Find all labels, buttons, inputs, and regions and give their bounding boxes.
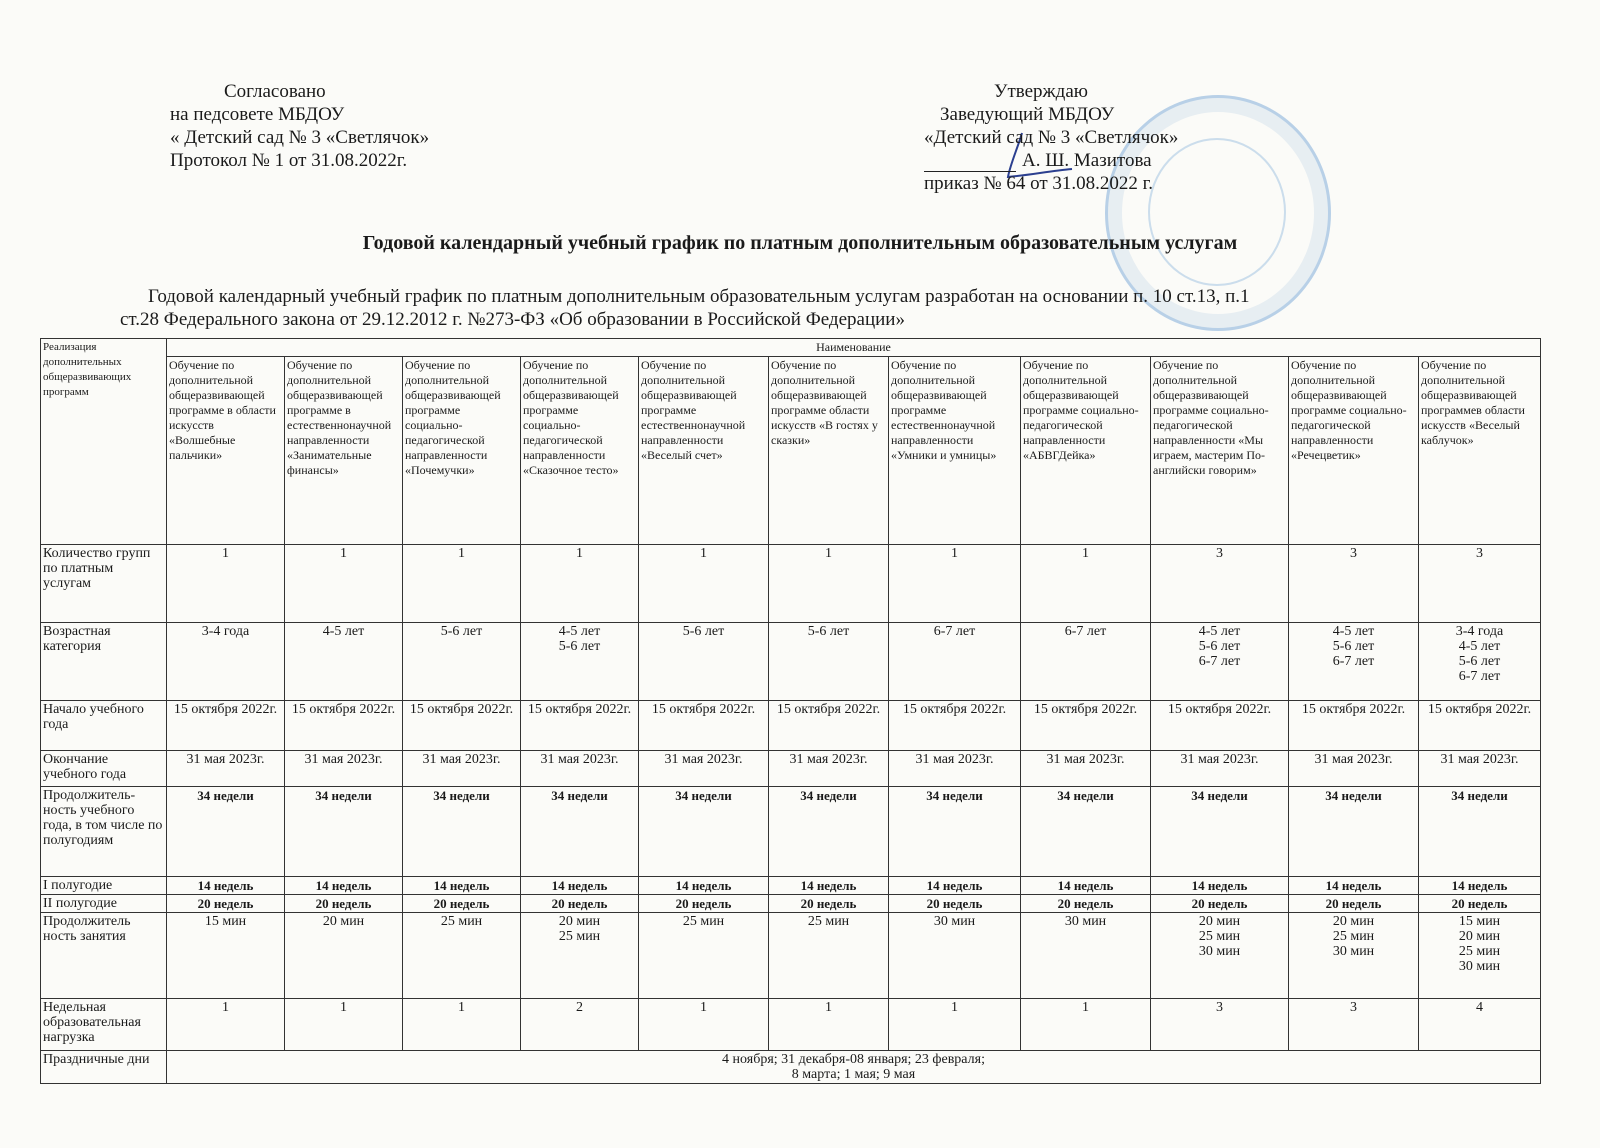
age-cell — [1151, 623, 1289, 701]
program-header: Обучение по дополнительной общеразвивающей программе естественнонаучной направленности «Веселый счет» — [639, 357, 769, 545]
weekly-cell: 1 — [889, 999, 1021, 1051]
half1-cell: 14 недель — [403, 877, 521, 895]
lesson-value: 15 мин — [1458, 914, 1501, 929]
lesson-value: 25 мин — [1198, 929, 1241, 944]
end-cell: 31 мая 2023г. — [889, 751, 1021, 787]
lesson-value: 30 мин — [1064, 914, 1107, 929]
lesson-value: 30 мин — [933, 914, 976, 929]
lesson-value: 25 мин — [1332, 929, 1375, 944]
program-header: Обучение по дополнительной общеразвивающей программе естественнонаучной направленности «Умники и умницы» — [889, 357, 1021, 545]
half2-cell: 20 недель — [167, 895, 285, 913]
approval-council: на педсовете МБДОУ — [170, 104, 345, 125]
lesson-cell — [167, 913, 285, 999]
age-cell — [285, 623, 403, 701]
document-title: Годовой календарный учебный график по платным дополнительным образовательным услугам — [362, 232, 1238, 254]
start-cell: 15 октября 2022г. — [1419, 701, 1541, 751]
half2-cell: 20 недель — [1151, 895, 1289, 913]
half2-cell: 20 недель — [521, 895, 639, 913]
duration-cell: 34 недели — [769, 787, 889, 877]
lesson-cell — [1021, 913, 1151, 999]
age-cell — [769, 623, 889, 701]
lesson-value: 25 мин — [558, 929, 601, 944]
lesson-cell — [285, 913, 403, 999]
lesson-value: 20 мин — [558, 914, 601, 929]
age-value: 4-5 лет — [1458, 639, 1501, 654]
age-value: 3-4 года — [201, 624, 250, 639]
age-value: 4-5 лет — [1198, 624, 1241, 639]
lesson-value: 25 мин — [682, 914, 725, 929]
half2-cell: 20 недель — [639, 895, 769, 913]
half1-cell: 14 недель — [1021, 877, 1151, 895]
start-cell: 15 октября 2022г. — [1021, 701, 1151, 751]
age-value: 5-6 лет — [807, 624, 850, 639]
lesson-value: 15 мин — [204, 914, 247, 929]
lesson-cell — [1289, 913, 1419, 999]
age-value: 3-4 года — [1455, 624, 1504, 639]
row-label-groups: Количество групп по платным услугам — [41, 545, 167, 623]
age-value: 6-7 лет — [1458, 669, 1501, 684]
program-header: Обучение по дополнительной общеразвивающей программе в области искусств «Волшебные пальчики» — [167, 357, 285, 545]
end-cell: 31 мая 2023г. — [769, 751, 889, 787]
duration-cell: 34 недели — [521, 787, 639, 877]
age-value: 5-6 лет — [558, 639, 601, 654]
groups-cell: 3 — [1151, 545, 1289, 623]
groups-cell: 1 — [403, 545, 521, 623]
groups-cell: 1 — [639, 545, 769, 623]
age-value: 6-7 лет — [1198, 654, 1241, 669]
duration-cell: 34 недели — [1289, 787, 1419, 877]
half1-cell: 14 недель — [1419, 877, 1541, 895]
corner-cell: Реализация дополнительных общеразвивающих программ — [41, 339, 167, 545]
end-cell: 31 мая 2023г. — [639, 751, 769, 787]
approval-protocol: Протокол № 1 от 31.08.2022г. — [170, 150, 408, 171]
half2-cell: 20 недель — [1289, 895, 1419, 913]
start-cell: 15 октября 2022г. — [521, 701, 639, 751]
end-cell: 31 мая 2023г. — [1419, 751, 1541, 787]
lesson-cell — [1151, 913, 1289, 999]
program-header: Обучение по дополнительной общеразвивающей программе области искусств «В гостях у сказки» — [769, 357, 889, 545]
start-cell: 15 октября 2022г. — [403, 701, 521, 751]
duration-cell: 34 недели — [1021, 787, 1151, 877]
weekly-cell: 4 — [1419, 999, 1541, 1051]
groups-cell: 1 — [285, 545, 403, 623]
age-value: 5-6 лет — [1198, 639, 1241, 654]
age-value: 6-7 лет — [933, 624, 976, 639]
age-value: 5-6 лет — [1332, 639, 1375, 654]
program-header: Обучение по дополнительной общеразвивающей программе социально-педагогической направленности «Сказочное тесто» — [521, 357, 639, 545]
holidays-cell — [167, 1051, 1541, 1084]
lesson-value: 20 мин — [1332, 914, 1375, 929]
approved-head-name: А. Ш. Мазитова — [1022, 150, 1152, 171]
age-cell — [167, 623, 285, 701]
weekly-cell: 3 — [1289, 999, 1419, 1051]
intro-paragraph — [120, 285, 1520, 331]
end-cell: 31 мая 2023г. — [403, 751, 521, 787]
duration-cell: 34 недели — [889, 787, 1021, 877]
half2-cell: 20 недель — [1021, 895, 1151, 913]
half2-cell: 20 недель — [403, 895, 521, 913]
age-value: 5-6 лет — [1458, 654, 1501, 669]
age-value: 4-5 лет — [1332, 624, 1375, 639]
age-cell — [1021, 623, 1151, 701]
lesson-value: 20 мин — [1198, 914, 1241, 929]
holidays-line-1: 4 ноября; 31 декабря-08 января; 23 февраля; — [722, 1052, 985, 1067]
half1-cell: 14 недель — [1289, 877, 1419, 895]
groups-cell: 3 — [1419, 545, 1541, 623]
weekly-cell: 1 — [285, 999, 403, 1051]
end-cell: 31 мая 2023г. — [1021, 751, 1151, 787]
duration-cell: 34 недели — [639, 787, 769, 877]
groups-cell: 1 — [889, 545, 1021, 623]
lesson-value: 25 мин — [807, 914, 850, 929]
half1-cell: 14 недель — [285, 877, 403, 895]
program-header: Обучение по дополнительной общеразвивающей программев области искусств «Веселый каблучок» — [1419, 357, 1541, 545]
row-label-duration: Продолжитель-ность учебного года, в том числе по полугодиям — [41, 787, 167, 877]
lesson-cell — [639, 913, 769, 999]
approved-org: «Детский сад № 3 «Светлячок» — [924, 127, 1179, 148]
age-value: 6-7 лет — [1064, 624, 1107, 639]
lesson-value: 25 мин — [1458, 944, 1501, 959]
half2-cell: 20 недель — [769, 895, 889, 913]
row-label-holidays: Праздничные дни — [41, 1051, 167, 1084]
lesson-cell — [403, 913, 521, 999]
start-cell: 15 октября 2022г. — [639, 701, 769, 751]
weekly-cell: 1 — [769, 999, 889, 1051]
row-label-end: Окончание учебного года — [41, 751, 167, 787]
end-cell: 31 мая 2023г. — [1289, 751, 1419, 787]
weekly-cell: 2 — [521, 999, 639, 1051]
lesson-value: 30 мин — [1458, 959, 1501, 974]
lesson-value: 30 мин — [1198, 944, 1241, 959]
age-cell — [639, 623, 769, 701]
groups-cell: 1 — [521, 545, 639, 623]
half2-cell: 20 недель — [285, 895, 403, 913]
start-cell: 15 октября 2022г. — [889, 701, 1021, 751]
approved-head-title: Заведующий МБДОУ — [940, 104, 1115, 125]
row-label-start: Начало учебного года — [41, 701, 167, 751]
groups-cell: 1 — [769, 545, 889, 623]
groups-cell: 1 — [167, 545, 285, 623]
end-cell: 31 мая 2023г. — [167, 751, 285, 787]
schedule-table — [40, 338, 1541, 1084]
half1-cell: 14 недель — [521, 877, 639, 895]
age-value: 6-7 лет — [1332, 654, 1375, 669]
weekly-cell: 3 — [1151, 999, 1289, 1051]
half1-cell: 14 недель — [1151, 877, 1289, 895]
half1-cell: 14 недель — [639, 877, 769, 895]
half1-cell: 14 недель — [769, 877, 889, 895]
approved-order: приказ № 64 от 31.08.2022 г. — [924, 173, 1154, 194]
age-cell — [521, 623, 639, 701]
duration-cell: 34 недели — [1419, 787, 1541, 877]
lesson-value: 20 мин — [1458, 929, 1501, 944]
row-label-half1: I полугодие — [41, 877, 167, 895]
row-label-weekly: Недельная образовательная нагрузка — [41, 999, 167, 1051]
approval-heading: Согласовано — [224, 81, 326, 102]
weekly-cell: 1 — [1021, 999, 1151, 1051]
end-cell: 31 мая 2023г. — [1151, 751, 1289, 787]
groups-cell: 1 — [1021, 545, 1151, 623]
weekly-cell: 1 — [167, 999, 285, 1051]
age-value: 4-5 лет — [322, 624, 365, 639]
lesson-value: 25 мин — [440, 914, 483, 929]
row-label-half2: II полугодие — [41, 895, 167, 913]
program-header: Обучение по дополнительной общеразвивающей программе социально-педагогической направленности «Почемучки» — [403, 357, 521, 545]
age-value: 5-6 лет — [682, 624, 725, 639]
start-cell: 15 октября 2022г. — [167, 701, 285, 751]
row-label-lesson: Продолжитель ность занятия — [41, 913, 167, 999]
lesson-cell — [521, 913, 639, 999]
half1-cell: 14 недель — [889, 877, 1021, 895]
age-cell — [1289, 623, 1419, 701]
age-cell — [403, 623, 521, 701]
duration-cell: 34 недели — [167, 787, 285, 877]
groups-cell: 3 — [1289, 545, 1419, 623]
approved-block — [924, 80, 1179, 195]
lesson-value: 20 мин — [322, 914, 365, 929]
intro-line-2: ст.28 Федерального закона от 29.12.2012 г. №273-ФЗ «Об образовании в Российской Федерации» — [120, 309, 905, 330]
approval-block — [170, 80, 429, 172]
age-value: 4-5 лет — [558, 624, 601, 639]
half2-cell: 20 недель — [889, 895, 1021, 913]
start-cell: 15 октября 2022г. — [1289, 701, 1419, 751]
program-header: Обучение по дополнительной общеразвивающей программе социально-педагогической направленности «Мы играем, мастерим По-английски говорим» — [1151, 357, 1289, 545]
approved-heading: Утверждаю — [994, 81, 1088, 102]
lesson-value: 30 мин — [1332, 944, 1375, 959]
lesson-cell — [769, 913, 889, 999]
end-cell: 31 мая 2023г. — [285, 751, 403, 787]
duration-cell: 34 недели — [1151, 787, 1289, 877]
row-label-age: Возрастная категория — [41, 623, 167, 701]
naming-header: Наименование — [167, 339, 1541, 357]
program-header: Обучение по дополнительной общеразвивающей программе социально-педагогической направленности «АБВГДейка» — [1021, 357, 1151, 545]
age-cell — [1419, 623, 1541, 701]
lesson-cell — [1419, 913, 1541, 999]
weekly-cell: 1 — [639, 999, 769, 1051]
holidays-line-2: 8 марта; 1 мая; 9 мая — [791, 1067, 916, 1082]
half1-cell: 14 недель — [167, 877, 285, 895]
lesson-cell — [889, 913, 1021, 999]
start-cell: 15 октября 2022г. — [769, 701, 889, 751]
program-header: Обучение по дополнительной общеразвивающей программе в естественнонаучной направленности «Занимательные финансы» — [285, 357, 403, 545]
age-value: 5-6 лет — [440, 624, 483, 639]
start-cell: 15 октября 2022г. — [285, 701, 403, 751]
weekly-cell: 1 — [403, 999, 521, 1051]
duration-cell: 34 недели — [403, 787, 521, 877]
intro-line-1: Годовой календарный учебный график по платным дополнительным образовательным услугам разработан на основании п. 10 ст.13, п.1 — [148, 286, 1250, 307]
half2-cell: 20 недель — [1419, 895, 1541, 913]
approval-org: « Детский сад № 3 «Светлячок» — [170, 127, 430, 148]
end-cell: 31 мая 2023г. — [521, 751, 639, 787]
start-cell: 15 октября 2022г. — [1151, 701, 1289, 751]
age-cell — [889, 623, 1021, 701]
duration-cell: 34 недели — [285, 787, 403, 877]
program-header: Обучение по дополнительной общеразвивающей программе социально-педагогической направленности «Речецветик» — [1289, 357, 1419, 545]
